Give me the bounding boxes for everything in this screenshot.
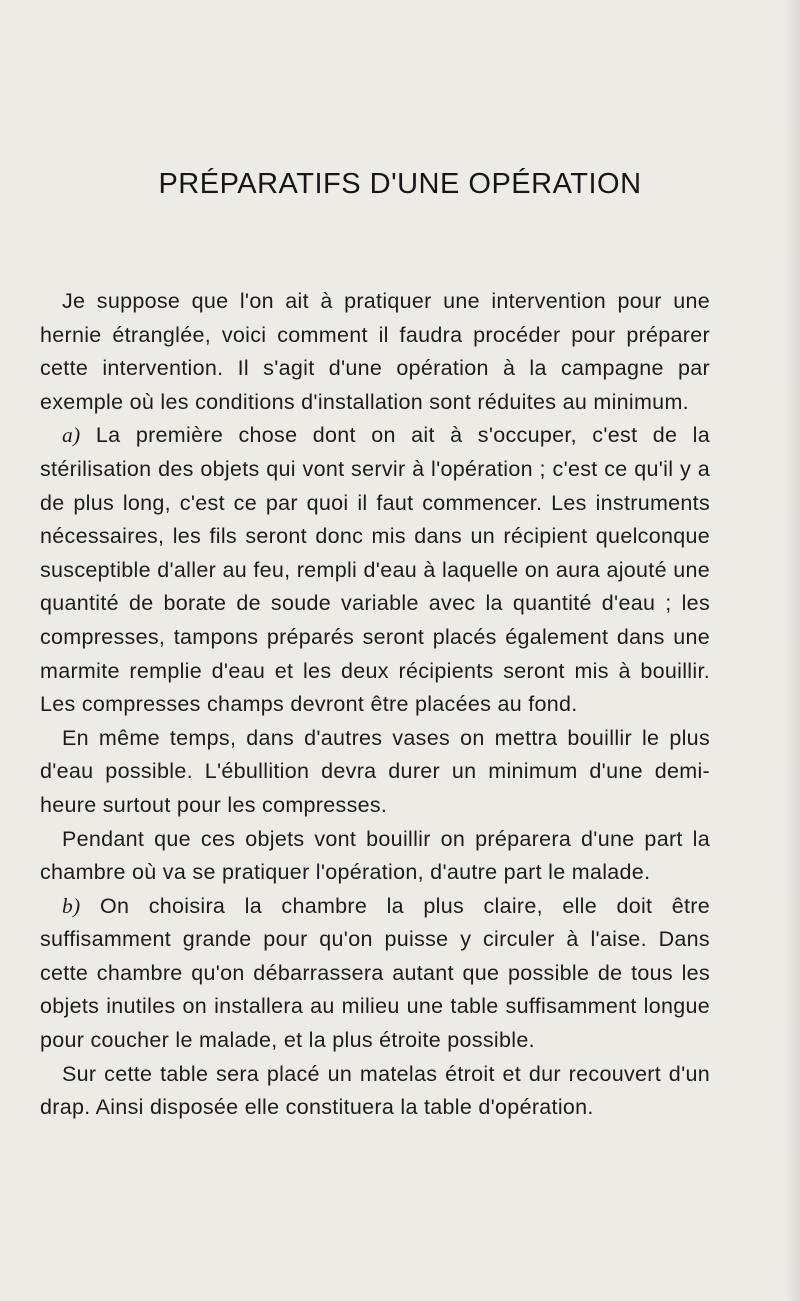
paragraph-text: On choisira la chambre la plus claire, elle doit être suffisamment grande pour qu'on puisse y circuler à l'aise. Dans cette chambre qu'on débarrassera autant que possible de tous les objets inutiles on installera au milieu une table suffisamment longue pour coucher le malade, et la plus étroite possible. (40, 893, 711, 1053)
paragraph-ebullition (40, 722, 710, 823)
paragraph-b (40, 890, 710, 1058)
paragraph-text: Je suppose que l'on ait à pratiquer une intervention pour une hernie étranglée, voici comment il faudra procéder pour préparer cette intervention. Il s'agit d'une opération à la campagne par exemple où les conditions d'installation sont réduites au minimum. (40, 289, 710, 414)
paragraph-a (40, 419, 710, 721)
paragraph-text: Pendant que ces objets vont bouillir on préparera d'une part la chambre où va se pratiquer l'opération, d'autre part le malade. (40, 826, 710, 885)
list-marker-a: a) (62, 423, 81, 448)
paragraph-intro (40, 285, 710, 419)
chapter-title: PRÉPARATIFS D'UNE OPÉRATION (158, 168, 642, 200)
paragraph-text: Sur cette table sera placé un matelas étroit et dur recouvert d'un drap. Ainsi disposée elle constituera la table d'opération. (40, 1061, 710, 1120)
list-marker-b: b) (62, 893, 81, 918)
body-text (40, 285, 710, 1125)
paragraph-table (40, 1058, 710, 1125)
paragraph-text: En même temps, dans d'autres vases on mettra bouillir le plus d'eau possible. L'ébullition devra durer un minimum d'une demi-heure surtout pour les compresses. (40, 725, 710, 817)
paragraph-pendant (40, 823, 710, 890)
paragraph-text: La première chose dont on ait à s'occuper, c'est de la stérilisation des objets qui vont servir à l'opération ; c'est ce qu'il y a de plus long, c'est ce par quoi il faut commencer. Les instruments nécessaires, les fils seront donc mis dans un récipient quelconque susceptible d'aller au feu, rempli d'eau à laquelle on aura ajouté une quantité de borate de soude variable avec la quantité d'eau ; les compresses, tampons préparés seront placés également dans une marmite remplie d'eau et les deux récipients seront mis à bouillir. Les compresses champs devront être placées au fond. (40, 423, 710, 717)
